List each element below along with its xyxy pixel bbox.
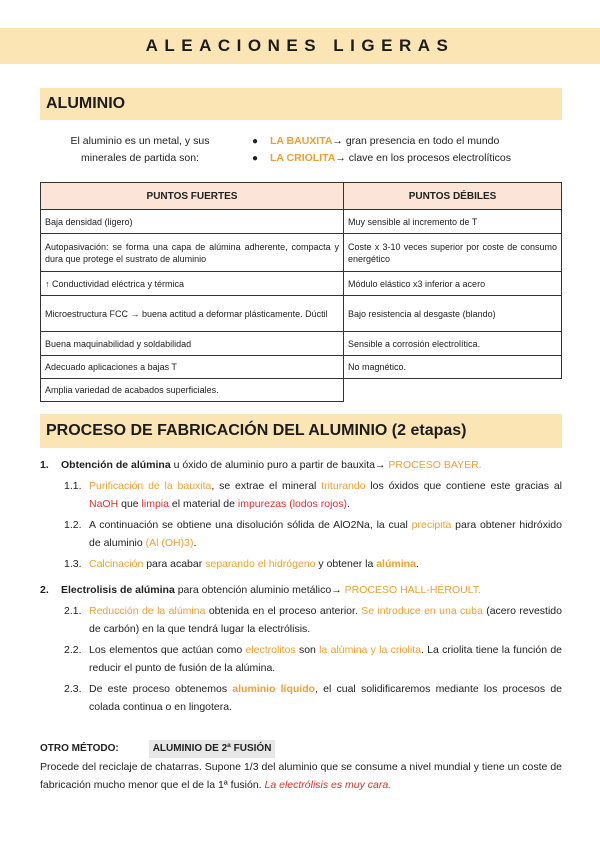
intro-text: [40, 133, 240, 167]
mineral-name: LA BAUXITA: [270, 135, 333, 147]
page-title: ALEACIONES LIGERAS: [145, 36, 455, 55]
step-number: 1.: [40, 459, 49, 471]
substep-number: 1.1.: [64, 480, 82, 492]
step-title: Obtención de alúmina: [61, 459, 171, 471]
section-heading-aluminio: ALUMINIO: [40, 88, 562, 120]
substep-text: Calcinación para acabar separando el hidrógeno y obtener la alúmina.: [89, 558, 419, 570]
other-method-label: OTRO MÉTODO:: [40, 743, 119, 754]
list-item: [64, 602, 562, 638]
header-weaknesses: PUNTOS DÉBILES: [344, 183, 562, 210]
header-strengths: PUNTOS FUERTES: [41, 183, 344, 210]
intro-line-1: El aluminio es un metal, y sus: [70, 135, 210, 147]
table-cell: Coste x 3-10 veces superior por coste de consumo energético: [344, 234, 562, 272]
list-item: [40, 581, 562, 599]
step-text: para obtención aluminio metálico→: [174, 584, 345, 596]
substep-text: Purificación de la bauxita, se extrae el mineral triturando los óxidos que contiene este gracias al NaOH que limpia el material de impurezas (lodos rojos).: [89, 480, 562, 510]
list-item: [64, 477, 562, 513]
minerals-list: [252, 133, 511, 167]
mineral-name: LA CRIOLITA: [270, 152, 336, 164]
step-text: u óxido de aluminio puro a partir de bauxita→: [170, 459, 389, 471]
table-cell: Sensible a corrosión electrolítica.: [344, 332, 562, 356]
substep-number: 1.3.: [64, 558, 82, 570]
title-banner: [0, 28, 600, 64]
bullet-icon: ●: [252, 153, 259, 164]
table-cell: Microestructura FCC → buena actitud a deformar plásticamente. Dúctil: [41, 296, 344, 332]
other-method-note: La electrólisis es muy cara.: [264, 779, 392, 791]
table-cell: Amplia variedad de acabados superficiales.: [41, 379, 344, 402]
list-item: [252, 133, 511, 150]
intro-line-2: minerales de partida son:: [81, 152, 199, 164]
process-steps: [40, 456, 562, 716]
other-method-name: ALUMINIO DE 2ª FUSIÓN: [149, 740, 276, 758]
table-row: [41, 356, 562, 379]
substep-number: 2.3.: [64, 683, 82, 695]
substep-number: 2.2.: [64, 644, 82, 656]
table-row: [41, 234, 562, 272]
table-cell: No magnético.: [344, 356, 562, 379]
mineral-desc: → gran presencia en todo el mundo: [332, 135, 500, 147]
list-item: [252, 150, 511, 167]
section-heading-proceso: PROCESO DE FABRICACIÓN DEL ALUMINIO (2 etapas): [40, 414, 562, 448]
table-row: [41, 210, 562, 234]
list-item: [64, 516, 562, 552]
other-method: [40, 740, 562, 794]
table-row: [41, 296, 562, 332]
substep-text: Los elementos que actúan como electrolitos son la alúmina y la criolita. La criolita tiene la función de reducir el punto de fusión de la alúmina.: [89, 644, 563, 674]
table-cell: Muy sensible al incremento de T: [344, 210, 562, 234]
table-cell: Adecuado aplicaciones a bajas T: [41, 356, 344, 379]
mineral-desc: → clave en los procesos electrolíticos: [335, 152, 511, 164]
table-cell: Bajo resistencia al desgaste (blando): [344, 296, 562, 332]
list-item: [64, 641, 562, 677]
process-name: PROCESO HALL-HÉROULT.: [344, 584, 481, 596]
table-cell: Módulo elástico x3 inferior a acero: [344, 272, 562, 296]
other-method-heading: [40, 740, 562, 758]
table-cell: Autopasivación: se forma una capa de alúmina adherente, compacta y dura que protege el sustrato de aluminio: [41, 234, 344, 272]
substep-number: 1.2.: [64, 519, 82, 531]
substep-text: A continuación se obtiene una disolución sólida de AlO2Na, la cual precipita para obtener hidróxido de aluminio (Al (OH)3).: [89, 519, 562, 549]
substep-text: Reducción de la alúmina obtenida en el proceso anterior. Se introduce en una cuba (acero revestido de carbón) en la que tendrá lugar la electrólisis.: [89, 605, 562, 635]
list-item: [64, 555, 562, 573]
list-item: [64, 680, 562, 716]
substep-text: De este proceso obtenemos aluminio líquido, el cual solidificaremos mediante los procesos de colada continua o en lingotera.: [89, 683, 562, 713]
process-name: PROCESO BAYER.: [388, 459, 482, 471]
table-row: [41, 379, 562, 402]
substep-number: 2.1.: [64, 605, 82, 617]
strengths-weaknesses-table: [40, 182, 562, 402]
table-header-row: [41, 183, 562, 210]
bullet-icon: ●: [252, 136, 259, 147]
table-row: [41, 272, 562, 296]
table-row: [41, 332, 562, 356]
list-item: [40, 456, 562, 474]
step-title: Electrolisis de alúmina: [61, 584, 175, 596]
step-number: 2.: [40, 584, 49, 596]
table-cell: Baja densidad (ligero): [41, 210, 344, 234]
table-cell-empty: [344, 379, 562, 402]
table-cell: ↑ Conductividad eléctrica y térmica: [41, 272, 344, 296]
table-cell: Buena maquinabilidad y soldabilidad: [41, 332, 344, 356]
other-method-text: Procede del reciclaje de chatarras. Supone 1/3 del aluminio que se consume a nivel mundial y tiene un coste de fabricación mucho menor que el de la 1ª fusión. La electrólisis es muy cara.: [40, 761, 562, 791]
